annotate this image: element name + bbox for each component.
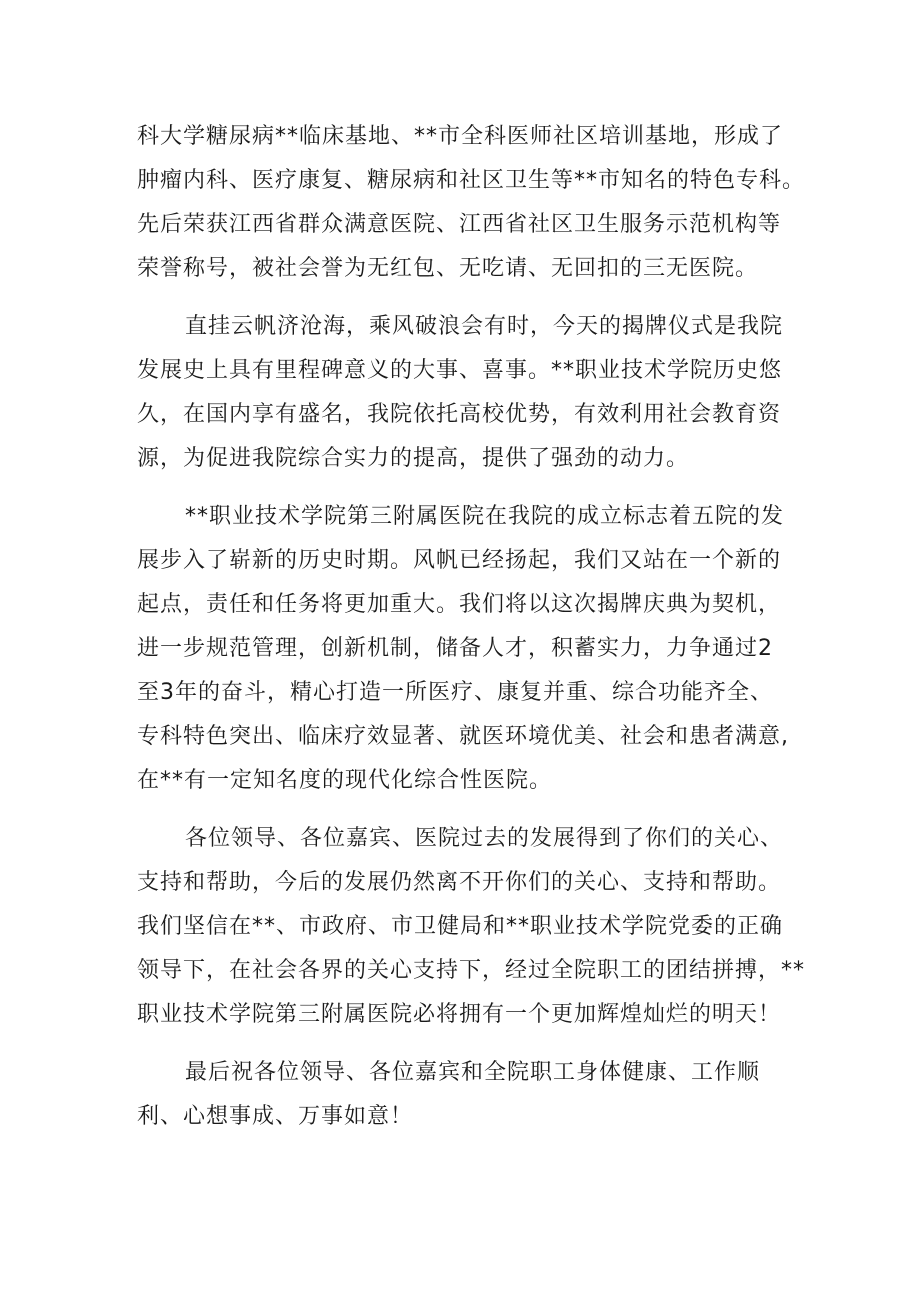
- text-line: 久，在国内享有盛名，我院依托高校优势，有效利用社会教育资: [137, 402, 782, 427]
- text-line: 利、心想事成、万事如意！: [137, 1104, 414, 1129]
- text-line: 源，为促进我院综合实力的提高，提供了强劲的动力。: [137, 446, 690, 471]
- paragraph: [137, 817, 806, 1037]
- text-line: **职业技术学院第三附属医院在我院的成立标志着五院的发: [185, 504, 785, 529]
- text-line: 我们坚信在**、市政府、市卫健局和**职业技术学院党委的正确: [137, 914, 784, 939]
- text-line: 在**有一定知名度的现代化综合性医院。: [137, 768, 553, 793]
- paragraph: [137, 1051, 803, 1139]
- paragraph: [137, 495, 803, 803]
- text-line: 专科特色突出、临床疗效显著、就医环境优美、社会和患者满意,: [137, 724, 789, 749]
- text-line: 先后荣获江西省群众满意医院、江西省社区卫生服务示范机构等: [137, 212, 782, 237]
- text-line: 最后祝各位领导、各位嘉宾和全院职工身体健康、工作顺: [185, 1060, 761, 1085]
- text-line: 支持和帮助，今后的发展仍然离不开你们的关心、支持和帮助。: [137, 870, 782, 895]
- text-line: 至3年的奋斗，精心打造一所医疗、康复并重、综合功能齐全、: [137, 680, 773, 705]
- text-line: 领导下，在社会各界的关心支持下，经过全院职工的团结拼搏，**: [137, 958, 806, 983]
- text-line: 肿瘤内科、医疗康复、糖尿病和社区卫生等**市知名的特色专科。: [137, 168, 806, 193]
- text-line: 直挂云帆济沧海，乘风破浪会有时，今天的揭牌仪式是我院: [185, 314, 784, 339]
- text-line: 起点，责任和任务将更加重大。我们将以这次揭牌庆典为契机，: [137, 592, 782, 617]
- text-line: 荣誉称号，被社会誉为无红包、无吃请、无回扣的三无医院。: [137, 256, 759, 281]
- document-body: [137, 115, 806, 1139]
- text-line: 各位领导、各位嘉宾、医院过去的发展得到了你们的关心、: [185, 826, 784, 851]
- text-line: 科大学糖尿病**临床基地、**市全科医师社区培训基地，形成了: [137, 124, 784, 149]
- paragraph: [137, 305, 803, 481]
- text-line: 展步入了崭新的历史时期。风帆已经扬起，我们又站在一个新的: [137, 548, 782, 573]
- paragraph: [137, 115, 806, 291]
- text-line: 发展史上具有里程碑意义的大事、喜事。**职业技术学院历史悠: [137, 358, 783, 383]
- text-line: 进一步规范管理，创新机制，储备人才，积蓄实力，力争通过2: [137, 636, 773, 661]
- text-line: 职业技术学院第三附属医院必将拥有一个更加辉煌灿烂的明天！: [137, 1002, 782, 1027]
